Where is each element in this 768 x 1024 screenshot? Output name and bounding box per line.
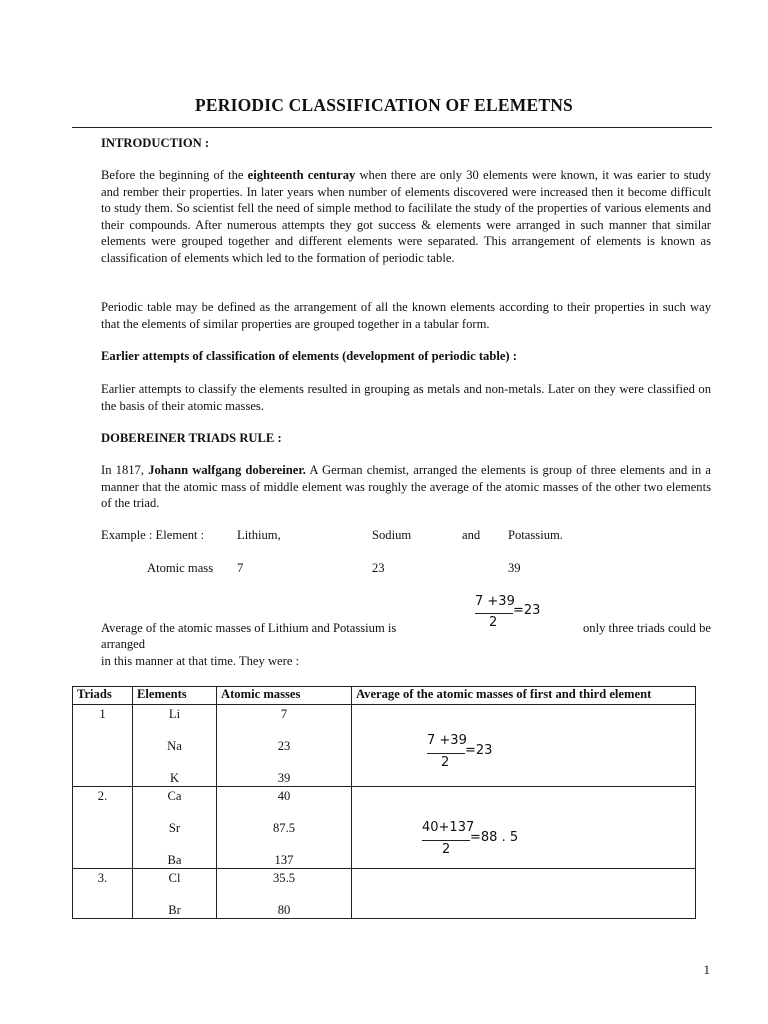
fraction-bar bbox=[422, 840, 470, 841]
table-row bbox=[73, 787, 696, 869]
elements-cell bbox=[133, 869, 217, 919]
average-cell bbox=[352, 869, 696, 919]
elements-cell bbox=[133, 705, 217, 787]
average-text: Average of the atomic masses of Lithium and Potassium is bbox=[101, 621, 397, 635]
intro-paragraph bbox=[101, 167, 711, 266]
title-rule bbox=[72, 127, 712, 128]
element-symbol: K bbox=[169, 771, 180, 785]
fraction-result: =23 bbox=[513, 603, 541, 618]
atomic-mass-1: 7 bbox=[237, 561, 244, 575]
masses-cell bbox=[217, 705, 352, 787]
masses-cell bbox=[217, 787, 352, 869]
dobereiner-paragraph bbox=[101, 462, 711, 512]
fraction-numerator: 7 +39 bbox=[475, 594, 515, 609]
intro-heading: INTRODUCTION : bbox=[101, 136, 210, 150]
element-symbol: Br bbox=[168, 903, 181, 917]
fraction-bar bbox=[427, 753, 465, 754]
fraction-result: =88 . 5 bbox=[470, 830, 519, 845]
atomic-mass-value: 23 bbox=[277, 739, 291, 753]
average-cell bbox=[352, 705, 696, 787]
example-element-3: Potassium. bbox=[508, 528, 563, 542]
periodic-definition: Periodic table may be defined as the arrangement of all the known elements according to their properties in such way that the elements of similar properties are grouped together in a tabular form. bbox=[101, 300, 711, 331]
masses-cell bbox=[217, 869, 352, 919]
fraction-denominator: 2 bbox=[489, 615, 498, 630]
average-after: only three triads could be bbox=[583, 621, 711, 635]
example-and: and bbox=[462, 528, 481, 542]
element-symbol: Ba bbox=[167, 853, 182, 867]
earlier-heading: Earlier attempts of classification of elements (development of periodic table) : bbox=[101, 349, 517, 363]
atomic-mass-value: 80 bbox=[277, 903, 291, 917]
dob-pre: In 1817, bbox=[101, 463, 149, 477]
element-symbol: Ca bbox=[167, 789, 182, 803]
fraction-bar bbox=[475, 613, 513, 614]
header-average: Average of the atomic masses of first and third element bbox=[352, 687, 696, 705]
fraction-denominator: 2 bbox=[441, 755, 450, 770]
atomic-mass-value: 7 bbox=[280, 707, 288, 721]
table-row bbox=[73, 869, 696, 919]
intro-post: when there are only 30 elements were known, it was earier to study and rember their properties. In later years when number of elements discovered were increased then it become difficult to study them. So scientist fell the need of simple method to facililate the study of the properties of various elements and their compounds. After numerous attempts they got success & elements were arranged in such manner that similar elements were grouped together and different elements were separated. This arrangement of elements is known as classification of elements which led to the formation of periodic table. bbox=[101, 168, 711, 265]
triad-number-text: 1 bbox=[99, 707, 106, 721]
header-elements: Elements bbox=[133, 687, 217, 705]
table-header-row bbox=[73, 687, 696, 705]
atomic-mass-value: 87.5 bbox=[272, 821, 296, 835]
intro-pre: Before the beginning of the bbox=[101, 168, 248, 182]
atomic-mass-3: 39 bbox=[508, 561, 521, 575]
dobereiner-heading: DOBEREINER TRIADS RULE : bbox=[101, 431, 282, 445]
header-triads: Triads bbox=[73, 687, 133, 705]
fraction-denominator: 2 bbox=[442, 842, 451, 857]
triad-number-text: 3. bbox=[97, 871, 108, 885]
atomic-mass-value: 40 bbox=[277, 789, 291, 803]
element-symbol: Li bbox=[168, 707, 181, 721]
example-element-2: Sodium bbox=[372, 528, 412, 542]
fraction-result: =23 bbox=[465, 743, 493, 758]
table-fraction bbox=[422, 820, 522, 864]
triad-number-text: 2. bbox=[97, 789, 108, 803]
triad-number bbox=[73, 705, 133, 787]
table-fraction bbox=[427, 733, 507, 777]
element-symbol: Sr bbox=[168, 821, 181, 835]
atomic-mass-value: 137 bbox=[274, 853, 294, 867]
element-symbol: Cl bbox=[168, 871, 181, 885]
page-title: PERIODIC CLASSIFICATION OF ELEMETNS bbox=[195, 95, 573, 115]
table-row bbox=[73, 705, 696, 787]
average-cell bbox=[352, 787, 696, 869]
dob-bold: Johann walfgang dobereiner. bbox=[148, 463, 306, 477]
atomic-mass-2: 23 bbox=[372, 561, 385, 575]
average-line3: in this manner at that time. They were : bbox=[101, 654, 300, 668]
average-arranged: arranged bbox=[101, 637, 146, 651]
fraction-numerator: 7 +39 bbox=[427, 733, 467, 748]
atomic-mass-label: Atomic mass bbox=[147, 561, 214, 575]
intro-bold: eighteenth centuray bbox=[247, 168, 356, 182]
fraction-numerator: 40+137 bbox=[422, 820, 475, 835]
element-symbol: Na bbox=[167, 739, 182, 753]
elements-cell bbox=[133, 787, 217, 869]
example-label: Example : Element : bbox=[101, 528, 205, 542]
triads-table bbox=[72, 686, 696, 919]
atomic-mass-value: 39 bbox=[277, 771, 291, 785]
earlier-paragraph: Earlier attempts to classify the elements resulted in grouping as metals and non-metals. Later on they were classified on the basis of their atomic masses. bbox=[101, 382, 711, 413]
triad-number bbox=[73, 869, 133, 919]
atomic-mass-value: 35.5 bbox=[272, 871, 296, 885]
header-atomic-masses: Atomic masses bbox=[217, 687, 352, 705]
page-number: 1 bbox=[703, 962, 710, 977]
dob-post: A German chemist, arranged the elements is group of three elements and in a manner that the atomic mass of middle element was roughly the average of the atomic masses of the other two elements of the triad. bbox=[101, 463, 711, 510]
example-element-1: Lithium, bbox=[237, 528, 281, 542]
triad-number bbox=[73, 787, 133, 869]
average-fraction bbox=[475, 594, 545, 634]
